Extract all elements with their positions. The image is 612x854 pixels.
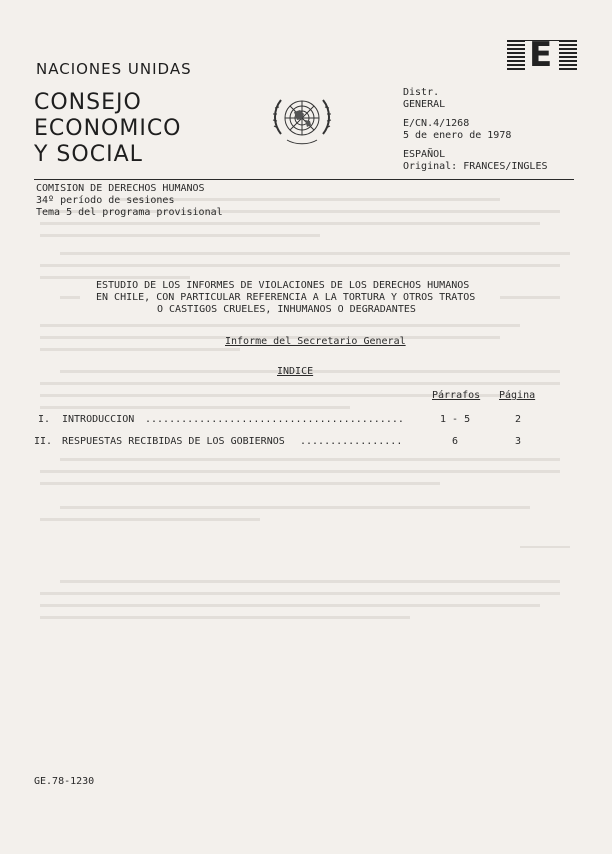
org-name-line1: NACIONES UNIDAS [36,60,192,78]
original-language: Original: FRANCES/INGLES [403,161,548,172]
title-line1: ESTUDIO DE LOS INFORMES DE VIOLACIONES DE LOS DERECHOS HUMANOS [96,280,470,291]
index-row-label: INTRODUCCION [62,414,135,425]
index-row-number: I. [38,414,51,425]
index-row-page: 3 [515,436,522,447]
index-row-paragraphs: 6 [452,436,459,447]
index-heading: INDICE [277,366,314,377]
column-header-paragraphs: Párrafos [432,390,481,401]
distr-value: GENERAL [403,99,446,110]
index-row-number: II. [34,436,53,447]
index-row-paragraphs: 1 - 5 [440,414,471,425]
leader-dots: ........................................... [145,414,404,425]
org-name-line3: ECONOMICO [34,116,182,141]
title-line2: EN CHILE, CON PARTICULAR REFERENCIA A LA TORTURA Y OTROS TRATOS [96,292,476,303]
document-job-number: GE.78-1230 [34,776,95,787]
org-name-line2: CONSEJO [34,90,142,115]
document-series-logo [507,35,577,75]
distr-label: Distr. [403,87,440,98]
org-name-line4: Y SOCIAL [34,142,143,167]
leader-dots: ................. [300,436,403,447]
report-subtitle: Informe del Secretario General [225,336,406,347]
document-symbol: E/CN.4/1268 [403,118,470,129]
column-header-page: Página [499,390,536,401]
un-emblem-icon [267,88,337,150]
index-row-page: 2 [515,414,522,425]
index-row-label: RESPUESTAS RECIBIDAS DE LOS GOBIERNOS [62,436,285,447]
session-number: 34º período de sesiones [36,195,175,206]
language: ESPAÑOL [403,149,446,160]
document-date: 5 de enero de 1978 [403,130,512,141]
commission-name: COMISION DE DERECHOS HUMANOS [36,183,205,194]
header-divider [34,179,574,180]
agenda-item: Tema 5 del programa provisional [36,207,223,218]
title-line3: O CASTIGOS CRUELES, INHUMANOS O DEGRADANTES [157,304,416,315]
series-letter: E [529,35,553,75]
